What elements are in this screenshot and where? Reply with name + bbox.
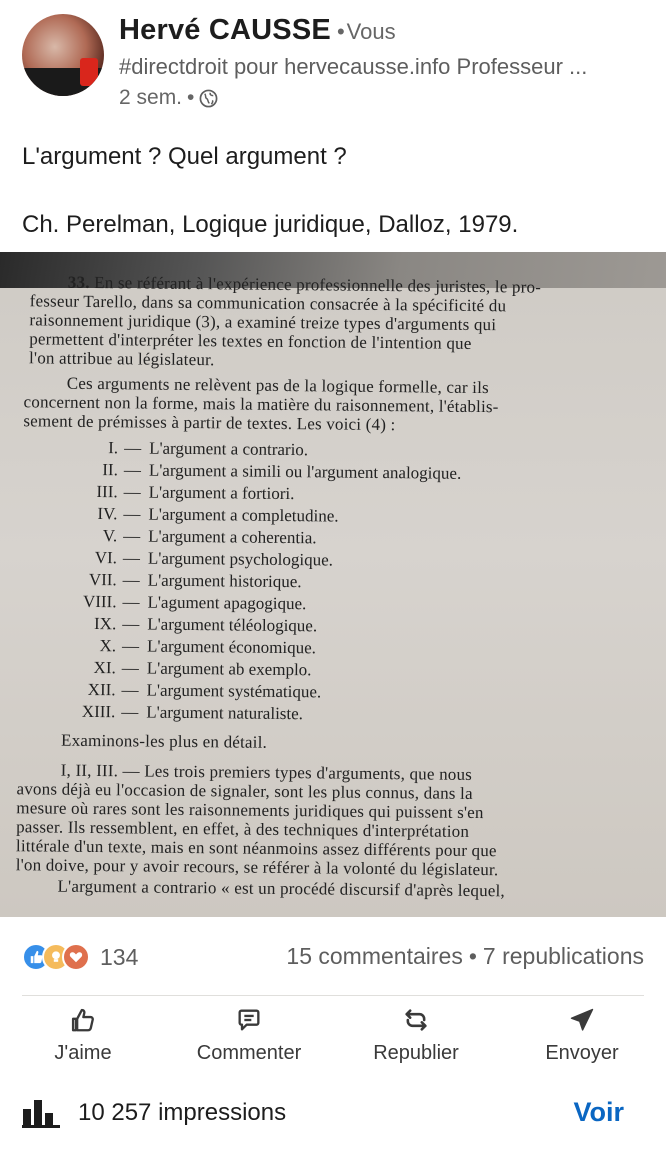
argument-name: L'argument téléologique. xyxy=(147,614,318,636)
dash: — xyxy=(122,570,140,590)
dash: — xyxy=(123,526,141,546)
dash: — xyxy=(121,658,139,678)
bar-chart-icon xyxy=(22,1097,60,1129)
send-icon xyxy=(568,1006,596,1034)
argument-list-item xyxy=(58,481,295,504)
author-separator: • xyxy=(336,19,345,44)
post-time: 2 sem. xyxy=(119,86,183,109)
roman-numeral: X. xyxy=(99,636,117,656)
like-label: J'aime xyxy=(54,1042,112,1064)
page-line: sement de prémisses à partir de textes. Les voici (4) : xyxy=(23,411,396,435)
send-label: Envoyer xyxy=(545,1042,619,1064)
argument-name: L'argument a fortiori. xyxy=(148,482,295,504)
comment-button[interactable] xyxy=(179,1003,319,1073)
like-button[interactable] xyxy=(13,1003,153,1073)
argument-list-item xyxy=(57,547,333,571)
roman-numeral: VII. xyxy=(88,569,117,590)
author-line xyxy=(119,14,396,47)
comments-count[interactable]: 15 commentaires xyxy=(286,943,463,969)
thumbs-up-icon xyxy=(69,1006,97,1034)
book-page xyxy=(0,268,666,917)
view-analytics-link[interactable]: Voir xyxy=(573,1097,624,1127)
argument-list-item xyxy=(56,635,316,659)
post-meta xyxy=(119,86,218,110)
roman-numeral: I. xyxy=(108,438,119,458)
roman-numeral: VIII. xyxy=(82,591,117,612)
page-line: avons déjà eu l'occasion de signaler, sont les plus connus, dans la xyxy=(16,779,473,803)
dash: — xyxy=(123,482,141,502)
argument-list-item xyxy=(56,657,312,681)
dash: — xyxy=(122,548,141,568)
author-headline[interactable]: #directdroit pour hervecausse.info Professeur ... xyxy=(119,54,588,79)
repost-button[interactable] xyxy=(346,1003,486,1073)
dash: — xyxy=(121,680,139,700)
argument-name: L'argument psychologique. xyxy=(147,548,334,570)
page-line: concernent non la forme, mais la matière du raisonnement, l'établis- xyxy=(23,392,499,417)
author-relation: Vous xyxy=(346,19,396,44)
globe-icon xyxy=(199,89,218,108)
action-bar xyxy=(0,1003,666,1073)
argument-list-item xyxy=(57,503,338,527)
page-line: I, II, III. — Les trois premiers types d'arguments, que nous xyxy=(60,760,473,784)
meta-dot: • xyxy=(187,86,195,109)
argument-name: L'argument ab exemplo. xyxy=(146,658,312,680)
roman-numeral: IX. xyxy=(93,614,117,634)
argument-name: L'argument a simili ou l'argument analogique. xyxy=(148,460,462,483)
argument-list-item xyxy=(58,437,308,461)
dash: — xyxy=(122,592,140,612)
page-line: l'on doive, pour y avoir recours, se référer à la volonté du législateur. xyxy=(15,855,499,880)
post-text-line-2: Ch. Perelman, Logique juridique, Dalloz, 1979. xyxy=(22,211,519,238)
repost-icon xyxy=(402,1006,430,1034)
argument-list-item xyxy=(55,679,321,703)
avatar-tie xyxy=(80,58,98,86)
page-line: raisonnement juridique (3), a examiné treize types d'arguments qui xyxy=(29,310,497,335)
page-line: permettent d'interpréter les textes en fonction de l'intention que xyxy=(29,329,472,353)
argument-list-item xyxy=(57,569,302,593)
dash: — xyxy=(123,460,141,480)
send-button[interactable] xyxy=(512,1003,652,1073)
argument-name: L'argument historique. xyxy=(147,570,302,592)
argument-name: L'argument économique. xyxy=(146,636,317,658)
argument-name: L'argument systématique. xyxy=(146,680,322,702)
impressions-count: 10 257 impressions xyxy=(78,1099,287,1126)
argument-list-item xyxy=(55,701,303,725)
comment-label: Commenter xyxy=(196,1042,302,1064)
summary-separator: • xyxy=(468,943,477,969)
roman-numeral: II. xyxy=(102,460,118,480)
dash: — xyxy=(121,636,140,656)
page-line: passer. Ils ressemblent, en effet, à des techniques d'interprétation xyxy=(16,817,470,841)
argument-list-item xyxy=(56,591,306,615)
dash: — xyxy=(123,504,141,524)
page-line-text: En se référant à l'expérience professionnelle des juristes, le pro- xyxy=(89,272,542,297)
love-icon xyxy=(62,943,90,971)
reposts-count[interactable]: 7 republications xyxy=(482,943,644,969)
argument-name: L'agument apagogique. xyxy=(147,592,307,614)
argument-list-item xyxy=(58,459,462,484)
author-name[interactable]: Hervé CAUSSE xyxy=(119,14,331,46)
argument-name: L'argument naturaliste. xyxy=(146,702,304,724)
dash: — xyxy=(122,614,140,634)
impressions-bar xyxy=(0,1085,666,1145)
comment-icon xyxy=(235,1006,263,1034)
argument-list-item xyxy=(57,525,317,549)
page-line: Examinons-les plus en détail. xyxy=(60,730,268,752)
post-text-line-1: L'argument ? Quel argument ? xyxy=(22,143,347,170)
comments-reposts-summary xyxy=(286,943,644,970)
argument-name: L'argument a contrario. xyxy=(149,438,309,460)
page-line: l'on attribue au législateur. xyxy=(28,348,215,370)
argument-name: L'argument a completudine. xyxy=(148,504,339,526)
section-number: 33. xyxy=(67,272,90,292)
argument-name: L'argument a coherentia. xyxy=(148,526,317,548)
page-line: L'argument a contrario « est un procédé discursif d'après lequel, xyxy=(57,876,506,901)
roman-numeral: IV. xyxy=(97,504,118,524)
argument-list-item xyxy=(56,613,317,637)
roman-numeral: XII. xyxy=(87,679,116,700)
reaction-count: 134 xyxy=(100,943,139,970)
roman-numeral: VI. xyxy=(94,548,118,568)
divider xyxy=(22,995,644,996)
post-image[interactable] xyxy=(0,252,666,917)
roman-numeral: V. xyxy=(102,526,118,546)
page-line: Ces arguments ne relèvent pas de la logique formelle, car ils xyxy=(66,373,489,398)
page-line: littérale d'un texte, mais en sont néanmoins assez différents pour que xyxy=(15,836,497,861)
post-header xyxy=(0,0,666,120)
roman-numeral: XI. xyxy=(93,658,116,678)
reactions-summary[interactable] xyxy=(22,943,138,971)
post-text-gap xyxy=(22,174,642,208)
page-line: fesseur Tarello, dans sa communication consacrée à la spécificité du xyxy=(29,291,507,316)
dash: — xyxy=(121,702,139,722)
repost-label: Republier xyxy=(373,1042,459,1064)
roman-numeral: III. xyxy=(96,482,118,502)
page-line: mesure où rares sont les raisonnements juridiques qui puissent s'en xyxy=(16,798,484,823)
dash: — xyxy=(124,438,142,458)
avatar[interactable] xyxy=(22,14,104,96)
social-counts xyxy=(0,930,666,985)
roman-numeral: XIII. xyxy=(81,701,116,722)
post-text xyxy=(22,140,642,242)
